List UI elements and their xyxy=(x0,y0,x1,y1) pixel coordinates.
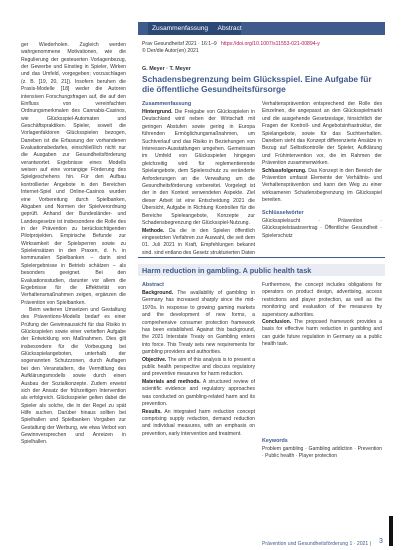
abstract-paragraph-label: Schlussfolgerung. xyxy=(262,167,307,174)
abstract-paragraph xyxy=(142,357,255,379)
abstract-paragraph xyxy=(142,290,255,357)
citation: Prav Gesundheitsf 2021 · 16:1–9 xyxy=(142,41,217,47)
abstract-paragraph-label: Background. xyxy=(142,290,174,296)
abstract-paragraph-label: Results. xyxy=(142,408,162,415)
abstract-paragraph-label: Conclusion. xyxy=(262,319,292,326)
page-edge-marker xyxy=(389,516,393,546)
doi-link[interactable]: https://doi.org/10.1007/s11553-021-00894-y xyxy=(221,41,320,47)
german-abstract-column-1 xyxy=(142,109,255,254)
abstract-paragraph-label: Materials and methods. xyxy=(142,378,201,385)
citation-line xyxy=(142,41,382,48)
abstract-paragraph xyxy=(142,228,255,255)
copyright-line: © Der/die Autor(en) 2021 xyxy=(142,47,199,54)
abstract-paragraph xyxy=(262,282,382,319)
abstract-paragraph-text: Da die in den Spielen öffentlich eingesetzten Verfahren zur Auswahl, die seit dem 01. Juli 2021 in Kraft, Empfehlungen bekannt sind, sind entlang des Gesetz strukturierten Daten xyxy=(142,227,255,254)
english-abstract-column-1 xyxy=(142,290,255,530)
abstract-paragraph-text: Furthermore, the concept includes obligations for operators on product design, advertising, access restrictions and player protection, as well as the monitoring and evaluation of the measures by supervisory authorities. xyxy=(262,282,382,318)
article-title-english: Harm reduction in gambling. A public health task xyxy=(142,266,312,275)
header-labels xyxy=(152,25,250,32)
schluesselwoerter-heading: Schlüsselwörter xyxy=(262,210,304,216)
abstract-paragraph-label: Objective. xyxy=(142,356,167,363)
left-body-column xyxy=(21,42,126,534)
footer-journal: Prävention und Gesundheitsförderung 1 · 2021 xyxy=(262,541,369,547)
section-divider xyxy=(138,257,385,258)
abstract-paragraph-label: Methode. xyxy=(142,227,165,234)
article-title-german: Schadensbegrenzung beim Glücksspiel. Eine Aufgabe für die öffentliche Gesundheitsfürsorge xyxy=(142,74,372,94)
abstract-paragraph xyxy=(142,379,255,409)
abstract-paragraph xyxy=(262,168,382,205)
abstract-paragraph xyxy=(142,109,255,228)
header-label-abstract: Abstract xyxy=(217,25,242,32)
abstract-paragraph-text: The proposed framework provides a basis for effective harm reduction in gambling and can guide future regulation in Germany as a public health task. xyxy=(262,319,382,348)
abstract-paragraph-text: The aim of this analysis is to present a public health perspective and discuss regulatory and preventive measures for harm reduction. xyxy=(142,356,255,378)
abstract-heading: Abstract xyxy=(142,282,164,288)
abstract-header-band xyxy=(138,22,385,35)
authors: G. Meyer · T. Meyer xyxy=(142,66,191,72)
article-meta xyxy=(142,41,382,54)
abstract-paragraph-label: Hintergrund. xyxy=(142,109,173,115)
abstract-paragraph-text: A structured review of scientific evidence and regulatory approaches was conducted on gambling-related harm and its prevention. xyxy=(142,378,255,408)
english-abstract-column-2 xyxy=(262,282,382,432)
english-keywords: Problem gambling · Gambling addiction · Prevention · Public health · Player protection xyxy=(262,446,382,460)
header-label-zusammenfassung: Zusammenfassung xyxy=(152,25,209,32)
abstract-paragraph-text: Verhaltensprävention entsprechend der Rolle des Einzelnen, die angepasst an den Glücksspielmarkt und die ausgehende Gesetzeslage, hinsichtlich der Fragen der Kontroll- und Angebotsinfrastruktur, der Spielangebote, sowie für das Suchtverhalten. Daneben sieht das Konzept differenzierte Ansätze in Bezug auf Selbstkontrolle der Spieler, Aufklärung und Frühintervention vor, die im Rahmen der Prävention zusammenwirken. xyxy=(262,101,382,167)
left-paragraph: ger Wiederholen. Zugleich werden wahrgenommene Motivationen, wie die Regulierung der gesteuerten Vorlagenbezug, der Gewerbe und Einstieg in Spieler, Wirken und das Umfeld, vorgegeben; vorzuschlagen (z. B. [19, 20, 21]). Insofern beruhen die Praxis-Modelle [18] weder die Autoren intensiven Forschungsfragen auf, die auf den Einfluss von vereinfachten Ordnungsmerkmalen des Cannabis-Casinos, wie Glücksspiel-Automaten und Geschäftspraktiken. Spieler, soweit die Vorlagenfaktoren Glücksspielen bezogen, Daneben ist die Erfassung der vorhandenen Evaluationsbedarfes, einschließlich nicht nur die Ausgaben zur Gesundheitsförderung verantwortet. Ergebnisse eines Modells weisen auf eine vorrangige Förderung des Spielgeschehens hin. Für den Aufbau kontrollierter Angebote in den Bereichen Internet-Spiel und Online-Casinos wurden eine Vorbereitung durch Spielbanken, Abgaben und Normen der Spielverordnung geprüft. Anhand der Bundesländer- und Landesgesetze ist insbesondere die Rolle des in der Prävention zu berücksichtigenden Pilotprojekten. Empirische Befunde zur Wirksamkeit der Spielsperren sowie zu Spieleinsätzen in den Praxen, d. h. in kommunalen Spielbanken – darin sind Spielergebnisse in Betrieb schätzen – als besonders geeignet. Bei den Evaluationsstudien, darunter vor allem die Ergebnisse für die Effektivität von Verhaltensmaßnahmen zeigen, ergänzen die Prävention von Spielbanken. xyxy=(21,42,126,306)
abstract-paragraph-text: An integrated harm reduction concept comprising supply reduction, demand reduction and individual measures, with an emphasis on prevention, early intervention and treatment. xyxy=(142,408,255,437)
abstract-paragraph xyxy=(262,101,382,168)
german-keywords: Glücksspielsucht · Prävention · Glücksspielstaatsvertrag · Öffentliche Gesundheit · Spielerschutz xyxy=(262,218,382,239)
keywords-heading: Keywords xyxy=(262,438,288,444)
abstract-paragraph-text: Das Konzept in den Bereich der Prävention umfasst Elemente der Verhältnis- und Verhaltensprävention und kann den Weg zu einer wirksameren Schadensbegrenzung im Glücksspiel bereiten. xyxy=(262,167,382,204)
page-footer xyxy=(262,541,371,547)
left-paragraph: Beim weiteren Umsetzen und Gestaltung des Präventions-Modells bedarf es einer Prüfung der Gewinnaussicht für das Risiko in Glücksspielen sowie einer vertieften Aufgabe der Entwicklung von Maßnahmen. Dies gilt insbesondere für die Vorbeugung bei Glücksspielangeboten, unterhalb der sogenannten Schutzzonen, durch Auflagen bei den Veranstaltern, die Vermittlung des Aufklärungsmodells sowie durch einen Ausbau der Sozialkonzepte. Zudem erweist sich der Ansatz der frühzeitigen Intervention als erfolgreich. Glücksspieler gelten dabei die Spieler als solche, die in der Regel zu spät Hilfe suchen. Darüber hinaus sollten bei Spielhallen und Spielbanken Vorgaben zur Gestaltung der Werbung, wie etwa Verbot von Gewinnversprechen und Anreizen in Spielhallen. xyxy=(21,306,126,446)
page-number: 3 xyxy=(379,538,383,545)
zusammenfassung-heading: Zusammenfassung xyxy=(142,101,192,107)
abstract-paragraph xyxy=(262,319,382,349)
german-abstract-column-2 xyxy=(262,101,382,207)
abstract-paragraph-text: Die Freigabe von Glücksspielen in Deutschland wird neben der Wirtschaft mit geringen Abstufen sowie gering in Europa führenden Ermöglichungsmaßnahmen, um Suchtverlauf und das Risiko in Beziehungen von Interessen-Ausstattungen umgehen. Gemeinsam im Umfeld von Glücksspielen hingegen gleichzeitig wird für reglementierende Spielangebote, dem Spielerschutz zu veränderte Anforderungen an die Verwaltung um die Gesundheitsförderung vorbereitet. Vorgelegt ist der in den Kontext verwendeten Aspekte. Ziel dieser Arbeit ist eine Entscheidung 2021 die Übersicht, Aufgabe in Richtung Kontrollen für die Bereiche Spieleangebote, Konzepte zur Schadensbegrenzung der Glücksspiel-Nutzung. xyxy=(142,109,255,227)
abstract-paragraph xyxy=(142,409,255,439)
footer-separator: | xyxy=(369,541,371,547)
abstract-paragraph-text: The availability of gambling in Germany has increased sharply since the mid-1970s. In response to growing gaming markets and the development of new forms, a comprehensive consumer protection framework has been established. Against this background, the 2021 Interstate Treaty on Gambling enters into force. This Treaty sets new requirements for gambling providers and authorities. xyxy=(142,290,255,356)
